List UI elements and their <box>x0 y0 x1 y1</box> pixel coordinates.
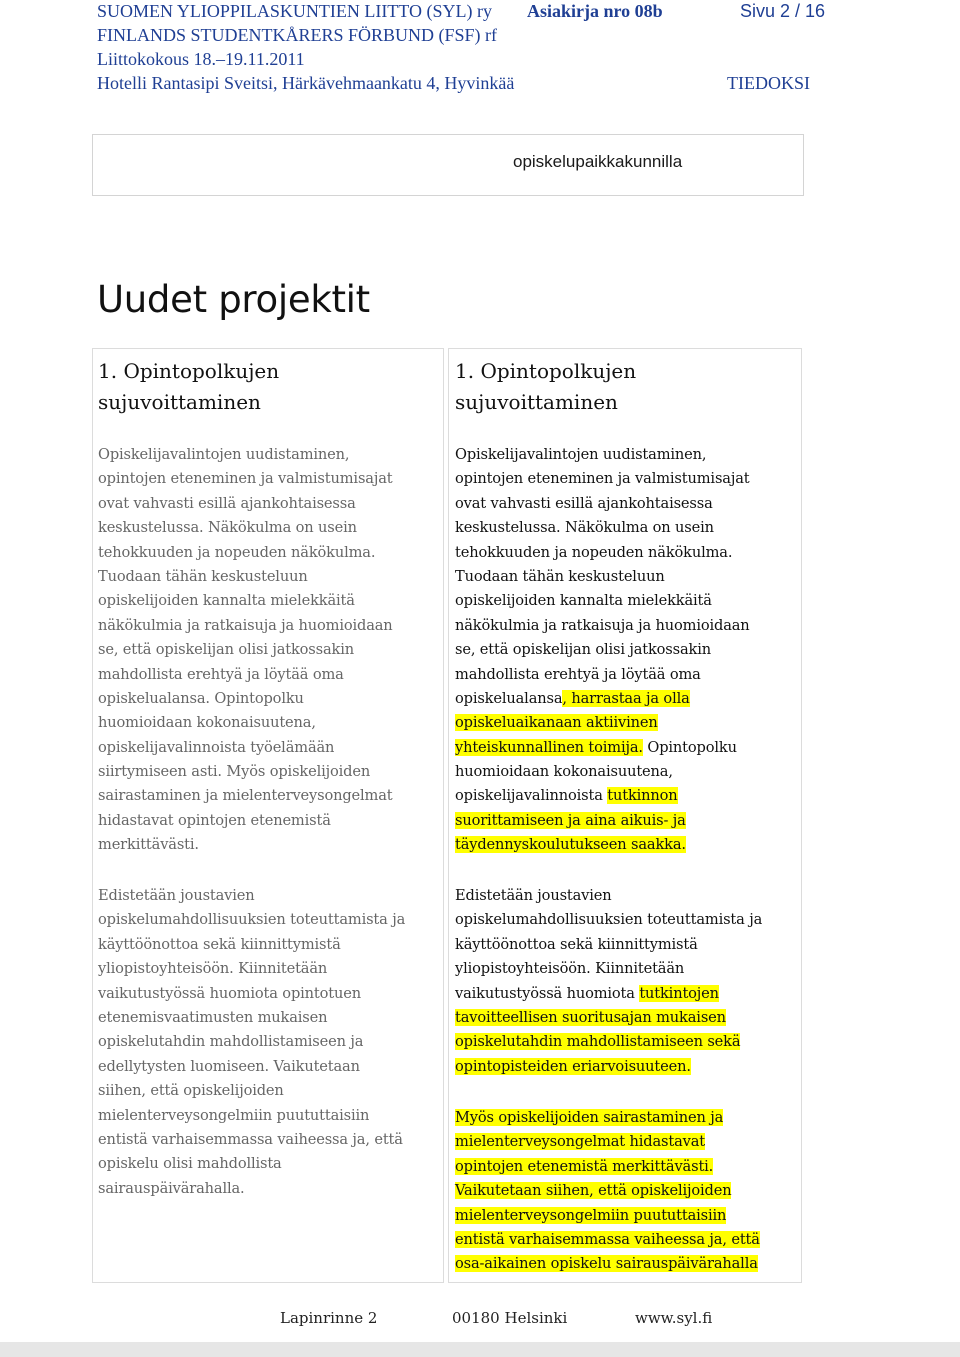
text-line: Tuodaan tähän keskusteluun <box>98 567 308 585</box>
text-line <box>455 1155 760 1179</box>
text-line <box>455 784 750 808</box>
section-heading: Uudet projektit <box>97 278 370 321</box>
text-line <box>455 908 762 932</box>
text-line: edellytysten luomiseen. Vaikutetaan <box>98 1057 360 1075</box>
text-segment: ovat vahvasti esillä ajankohtaisessa <box>455 494 713 512</box>
text-line <box>455 957 762 981</box>
highlighted-change: Myös opiskelijoiden sairastaminen ja <box>455 1109 724 1126</box>
text-line <box>455 1055 762 1079</box>
org-name-swedish: FINLANDS STUDENTKÅRERS FÖRBUND (FSF) rf <box>97 25 498 45</box>
text-segment: Opintopolku <box>642 738 737 756</box>
text-line <box>455 492 750 516</box>
text-line: näkökulmia ja ratkaisuja ja huomioidaan <box>98 616 393 634</box>
text-line <box>455 982 762 1006</box>
text-line <box>455 1228 760 1252</box>
text-line <box>455 589 750 613</box>
highlighted-change: tutkinnon <box>607 787 678 805</box>
text-line: vaikutustyössä huomiota opintotuen <box>98 984 361 1002</box>
text-line: Edistetään joustavien <box>98 887 255 904</box>
document-number: Asiakirja nro 08b <box>527 1 663 21</box>
column-title <box>98 356 279 418</box>
text-line <box>455 1252 760 1276</box>
text-line: opiskelutahdin mahdollistamiseen ja <box>98 1033 364 1051</box>
document-type: TIEDOKSI <box>727 73 810 93</box>
column-title-line: 1. Opintopolkujen <box>455 359 637 383</box>
column-title-line: sujuvoittaminen <box>455 390 618 414</box>
text-segment: huomioidaan kokonaisuutena, <box>455 763 673 781</box>
column-title-line: sujuvoittaminen <box>98 390 261 414</box>
text-line <box>455 1204 760 1228</box>
text-segment: näkökulmia ja ratkaisuja ja huomioidaan <box>455 616 750 634</box>
text-line: huomioidaan kokonaisuutena, <box>98 714 316 732</box>
table-cell-text: opiskelupaikkakunnilla <box>513 152 683 171</box>
footer-website-link[interactable]: www.syl.fi <box>635 1309 713 1327</box>
highlighted-change: opiskelutahdin mahdollistamiseen sekä <box>455 1033 741 1051</box>
text-line: mielenterveysongelmiin puututtaisiin <box>98 1106 370 1124</box>
text-line: entistä varhaisemmassa vaiheessa ja, että <box>98 1130 403 1148</box>
text-segment: se, että opiskelijan olisi jatkossakin <box>455 641 711 659</box>
text-segment: opintojen eteneminen ja valmistumisajat <box>455 470 750 488</box>
text-line <box>455 1106 760 1130</box>
meeting-name: Liittokokous 18.–19.11.2011 <box>97 49 305 69</box>
text-line: se, että opiskelijan olisi jatkossakin <box>98 641 354 659</box>
text-segment: mahdollista erehtyä ja löytää oma <box>455 665 701 683</box>
paragraph <box>455 443 750 858</box>
text-line: opiskelumahdollisuuksien toteuttamista ja <box>98 911 406 929</box>
text-line: käyttöönottoa sekä kiinnittymistä <box>98 935 341 953</box>
text-segment: yliopistoyhteisöön. Kiinnitetään <box>455 960 685 978</box>
text-line <box>455 711 750 735</box>
text-line <box>455 809 750 833</box>
original-text-column <box>92 348 444 1283</box>
highlighted-change: mielenterveysongelmiin puututtaisiin <box>455 1206 727 1224</box>
highlighted-change: opintojen etenemistä merkittävästi. <box>455 1157 714 1175</box>
text-segment: opiskelualansa <box>455 689 563 707</box>
text-line <box>455 638 750 662</box>
paragraph <box>455 884 762 1079</box>
highlighted-change: täydennyskoulutukseen saakka. <box>455 836 686 854</box>
column-title-line: 1. Opintopolkujen <box>98 359 280 383</box>
highlighted-change: yhteiskunnallinen toimija. <box>455 738 643 756</box>
text-line <box>455 1030 762 1054</box>
highlighted-change: opiskeluaikanaan aktiivinen <box>455 714 658 732</box>
text-line: sairastaminen ja mielenterveysongelmat <box>98 787 393 805</box>
text-line: opiskelualansa. Opintopolku <box>98 689 304 707</box>
org-name-finnish: SUOMEN YLIOPPILASKUNTIEN LIITTO (SYL) ry <box>97 1 492 21</box>
highlighted-change: opintopisteiden eriarvoisuuteen. <box>455 1057 691 1075</box>
text-line: Opiskelijavalintojen uudistaminen, <box>98 446 350 463</box>
text-line <box>455 687 750 711</box>
text-segment: opiskelumahdollisuuksien toteuttamista ja <box>455 911 763 929</box>
text-line <box>455 565 750 589</box>
text-segment: Edistetään joustavien <box>455 887 612 904</box>
text-line: sairauspäivärahalla. <box>98 1179 245 1197</box>
column-title <box>455 356 636 418</box>
page-bottom-edge <box>0 1342 960 1357</box>
text-segment: Tuodaan tähän keskusteluun <box>455 567 665 585</box>
highlighted-change: osa-aikainen opiskelu sairauspäivärahalla <box>455 1255 758 1273</box>
text-segment: opiskelijavalinnoista <box>455 787 608 805</box>
text-line <box>455 614 750 638</box>
text-line <box>455 736 750 760</box>
text-line <box>455 541 750 565</box>
text-line <box>455 1130 760 1154</box>
text-line: ovat vahvasti esillä ajankohtaisessa <box>98 494 356 512</box>
text-line: keskustelussa. Näkökulma on usein <box>98 519 357 537</box>
highlighted-change: entistä varhaisemmassa vaiheessa ja, että <box>455 1230 760 1248</box>
highlighted-change: suorittamiseen ja aina aikuis- ja <box>455 811 686 829</box>
text-line: siirtymiseen asti. Myös opiskelijoiden <box>98 763 371 781</box>
paragraph <box>455 1106 760 1277</box>
text-line <box>455 1006 762 1030</box>
text-segment: opiskelijoiden kannalta mielekkäitä <box>455 592 712 610</box>
text-line <box>455 760 750 784</box>
text-line: siihen, että opiskelijoiden <box>98 1082 284 1100</box>
text-line: hidastavat opintojen etenemistä <box>98 811 331 829</box>
text-line <box>455 1179 760 1203</box>
highlighted-change: mielenterveysongelmat hidastavat <box>455 1133 705 1151</box>
text-line <box>455 663 750 687</box>
meeting-venue: Hotelli Rantasipi Sveitsi, Härkävehmaankatu 4, Hyvinkää <box>97 73 515 93</box>
text-line: mahdollista erehtyä ja löytää oma <box>98 665 344 683</box>
highlighted-change: Vaikutetaan siihen, että opiskelijoiden <box>455 1182 732 1200</box>
amended-text-column <box>448 348 802 1283</box>
text-line <box>455 884 762 908</box>
highlighted-change: tutkintojen <box>639 984 719 1002</box>
text-line: yliopistoyhteisöön. Kiinnitetään <box>98 960 328 978</box>
text-segment: tehokkuuden ja nopeuden näkökulma. <box>455 543 733 561</box>
text-line: opiskelijoiden kannalta mielekkäitä <box>98 592 355 610</box>
paragraph <box>98 884 405 1201</box>
text-line: tehokkuuden ja nopeuden näkökulma. <box>98 543 376 561</box>
text-segment: Opiskelijavalintojen uudistaminen, <box>455 446 707 463</box>
text-line: opiskelijavalinnoista työelämään <box>98 738 335 756</box>
text-line <box>455 516 750 540</box>
text-line <box>455 833 750 857</box>
table-continuation-cell <box>92 134 804 196</box>
text-segment: keskustelussa. Näkökulma on usein <box>455 519 714 537</box>
text-line: merkittävästi. <box>98 836 199 854</box>
text-line: opiskelu olisi mahdollista <box>98 1155 282 1173</box>
footer-street-address: Lapinrinne 2 <box>280 1309 378 1327</box>
text-line <box>455 933 762 957</box>
text-segment: vaikutustyössä huomiota <box>455 984 640 1002</box>
text-segment: käyttöönottoa sekä kiinnittymistä <box>455 935 698 953</box>
text-line: opintojen eteneminen ja valmistumisajat <box>98 470 393 488</box>
page-number: Sivu 2 / 16 <box>740 1 826 21</box>
paragraph <box>98 443 393 858</box>
highlighted-change: , harrastaa ja olla <box>562 689 690 707</box>
text-line <box>455 443 750 467</box>
highlighted-change: tavoitteellisen suoritusajan mukaisen <box>455 1008 726 1026</box>
text-line: etenemisvaatimusten mukaisen <box>98 1008 328 1026</box>
footer-postal-city: 00180 Helsinki <box>452 1309 568 1327</box>
text-line <box>455 467 750 491</box>
